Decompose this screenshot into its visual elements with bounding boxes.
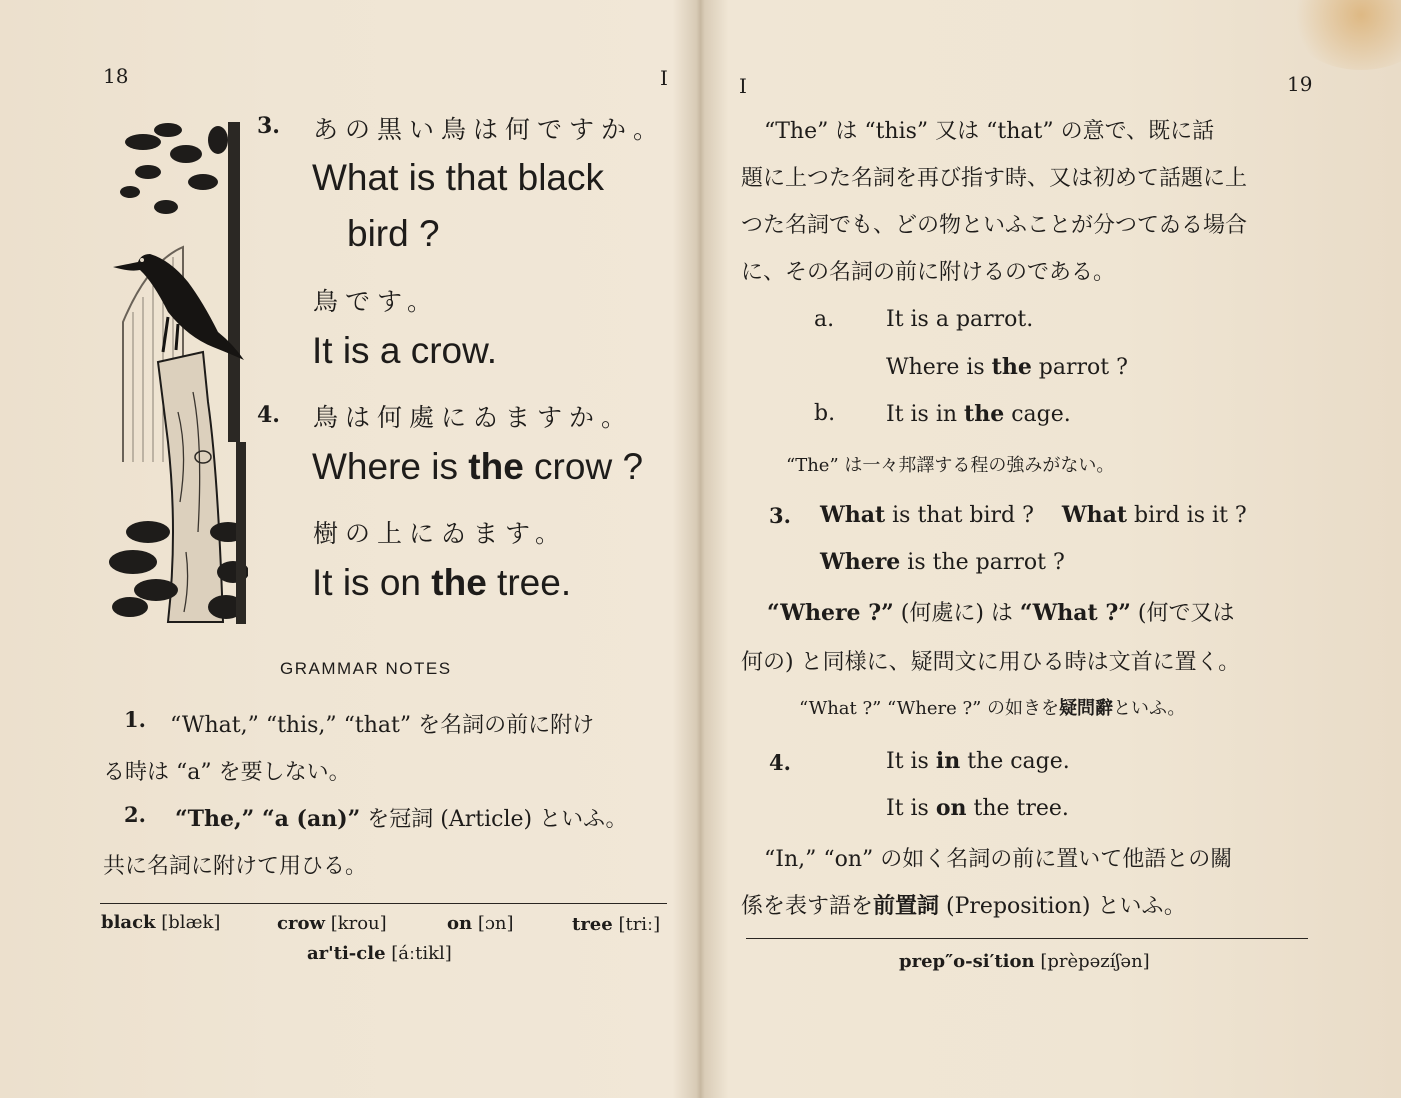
example-b-label: b. bbox=[814, 401, 836, 426]
vocab-divider-right bbox=[746, 938, 1308, 939]
intro-line4: に、その名詞の前に附けるのである。 bbox=[741, 260, 1116, 285]
example-a-line2: Where is the parrot ? bbox=[886, 354, 1128, 380]
note-3-line2: Where is the parrot ? bbox=[820, 549, 1065, 575]
page-number-left: 18 bbox=[103, 64, 129, 88]
page-number-right: 19 bbox=[1287, 72, 1313, 96]
note-2-line1: “The,” “a (an)” を冠詞 (Article) といふ。 bbox=[175, 806, 628, 832]
q4-answer-japanese: 樹の上にゐます。 bbox=[313, 519, 568, 548]
note-1-line2: る時は “a” を要しない。 bbox=[103, 760, 351, 785]
note-2-number: 2. bbox=[124, 802, 146, 827]
note-3-explanation-line1: “Where ?” (何處に) は “What ?” (何で又は bbox=[767, 600, 1235, 626]
question-number-4: 4. bbox=[257, 402, 280, 428]
vocab-divider-left bbox=[100, 903, 667, 904]
q4-english: Where is the crow ? bbox=[312, 446, 644, 487]
note-4-line1: It is in the cage. bbox=[886, 748, 1070, 774]
vocab-entry-on: on [ɔn] bbox=[447, 913, 514, 934]
note-on-the: “The” は一々邦譯する程の強みがない。 bbox=[786, 455, 1115, 476]
running-head-right: I bbox=[739, 74, 747, 98]
vocab-entry-article: ar'ti-cle [áːtikl] bbox=[307, 943, 452, 964]
vocab-entry-tree: tree [triː] bbox=[572, 914, 661, 935]
note-1-number: 1. bbox=[124, 707, 146, 732]
grammar-notes-title: GRAMMAR NOTES bbox=[280, 659, 452, 678]
example-a-label: a. bbox=[814, 307, 835, 332]
intro-line3: つた名詞でも、どの物といふことが分つてゐる場合 bbox=[741, 213, 1248, 238]
q4-japanese: 鳥は何處にゐますか。 bbox=[313, 403, 634, 432]
note-3-small: “What ?” “Where ?” の如きを疑問辭といふ。 bbox=[799, 698, 1186, 719]
right-page bbox=[701, 0, 1401, 1098]
note-4-number: 4. bbox=[769, 750, 791, 775]
running-head-left: I bbox=[660, 66, 668, 90]
intro-line1: “The” は “this” 又は “that” の意で、既に話 bbox=[764, 119, 1215, 144]
note-1-line1: “What,” “this,” “that” を名詞の前に附け bbox=[170, 713, 595, 738]
note-3-explanation-line2: 何の) と同様に、疑問文に用ひる時は文首に置く。 bbox=[741, 650, 1241, 675]
intro-line2: 題に上つた名詞を再び指す時、又は初めて話題に上 bbox=[741, 166, 1248, 191]
q3-english-line2: bird ? bbox=[347, 213, 440, 254]
vocab-entry-black: black [blæk] bbox=[101, 912, 221, 933]
q3-answer-japanese: 鳥です。 bbox=[313, 287, 440, 316]
crow-illustration bbox=[108, 112, 248, 624]
note-4-line2: It is on the tree. bbox=[886, 795, 1069, 821]
question-number-3: 3. bbox=[257, 113, 280, 139]
note-3-number: 3. bbox=[769, 503, 791, 528]
note-4-explanation-line1: “In,” “on” の如く名詞の前に置いて他語との關 bbox=[764, 847, 1233, 872]
example-a-line1: It is a parrot. bbox=[886, 307, 1034, 332]
note-4-explanation-line2: 係を表す語を前置詞 (Preposition) といふ。 bbox=[741, 893, 1186, 919]
note-2-line2: 共に名詞に附けて用ひる。 bbox=[103, 854, 368, 879]
vocab-entry-preposition: prep″o-si′tion [prèpəzíʃən] bbox=[899, 951, 1150, 972]
vocab-entry-crow: crow [krou] bbox=[277, 913, 387, 934]
q3-english-line1: What is that black bbox=[312, 157, 605, 198]
q4-answer-english: It is on the tree. bbox=[312, 562, 572, 603]
example-b-line: It is in the cage. bbox=[886, 401, 1071, 427]
q3-answer-english: It is a crow. bbox=[312, 330, 498, 371]
page-stain bbox=[1286, 0, 1401, 70]
q3-japanese: あの黒い鳥は何ですか。 bbox=[313, 115, 666, 144]
left-page bbox=[0, 0, 700, 1098]
note-3-line1: What is that bird ? What bird is it ? bbox=[820, 502, 1247, 528]
